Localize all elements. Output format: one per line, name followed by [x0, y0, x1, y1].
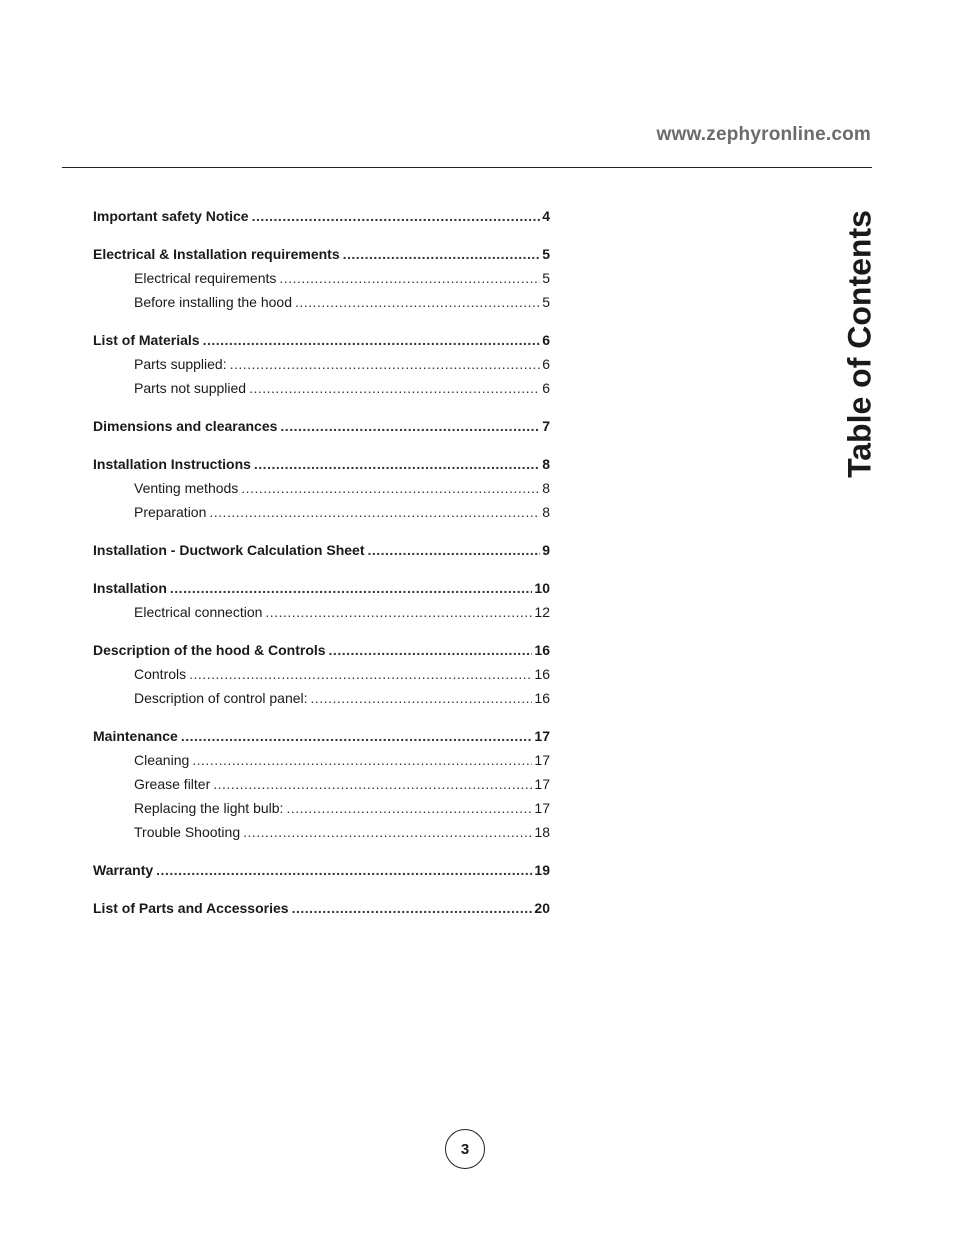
page-number: 3 — [445, 1129, 485, 1169]
toc-entry-page: 20 — [534, 900, 550, 916]
toc-dot-leader — [367, 538, 540, 562]
toc-section-entry[interactable] — [93, 724, 550, 748]
toc-entry-page: 10 — [534, 580, 550, 596]
toc-entry-page: 19 — [534, 862, 550, 878]
toc-dot-leader — [279, 266, 540, 290]
toc-entry-label: Description of the hood & Controls — [93, 642, 326, 658]
toc-entry-label: Preparation — [134, 504, 207, 520]
toc-dot-leader — [243, 820, 532, 844]
toc-entry-label: Important safety Notice — [93, 208, 249, 224]
toc-entry-page: 8 — [542, 480, 550, 496]
toc-entry-page: 17 — [534, 776, 550, 792]
toc-sub-entry[interactable] — [93, 748, 550, 772]
toc-entry-page: 9 — [542, 542, 550, 558]
toc-sub-entry[interactable] — [93, 376, 550, 400]
toc-entry-label: List of Parts and Accessories — [93, 900, 289, 916]
toc-dot-leader — [311, 686, 533, 710]
toc-dot-leader — [292, 896, 533, 920]
toc-entry-label: Controls — [134, 666, 187, 682]
toc-section-entry[interactable] — [93, 328, 550, 352]
toc-entry-page: 7 — [542, 418, 550, 434]
side-title — [840, 208, 880, 480]
site-url: www.zephyronline.com — [656, 124, 871, 145]
toc-entry-page: 17 — [534, 800, 550, 816]
toc-entry-page: 8 — [542, 456, 550, 472]
toc-entry-label: Before installing the hood — [134, 294, 292, 310]
toc-entry-page: 4 — [542, 208, 550, 224]
toc-dot-leader — [249, 376, 540, 400]
toc-entry-page: 5 — [542, 246, 550, 262]
toc-dot-leader — [192, 748, 532, 772]
toc-entry-label: Electrical & Installation requirements — [93, 246, 340, 262]
toc-entry-label: Replacing the light bulb: — [134, 800, 284, 816]
toc-dot-leader — [254, 452, 540, 476]
toc-dot-leader — [203, 328, 541, 352]
toc-entry-label: Parts supplied: — [134, 356, 227, 372]
toc-entry-page: 16 — [534, 666, 550, 682]
toc-dot-leader — [295, 290, 540, 314]
toc-sub-entry[interactable] — [93, 820, 550, 844]
toc-sub-entry[interactable] — [93, 772, 550, 796]
toc-entry-page: 18 — [534, 824, 550, 840]
toc-section-entry[interactable] — [93, 858, 550, 882]
toc-sub-entry[interactable] — [93, 686, 550, 710]
toc-entry-page: 17 — [534, 752, 550, 768]
toc-entry-label: Cleaning — [134, 752, 190, 768]
toc-dot-leader — [230, 352, 541, 376]
toc-entry-label: Venting methods — [134, 480, 239, 496]
toc-entry-page: 16 — [534, 642, 550, 658]
toc-entry-page: 5 — [542, 294, 550, 310]
toc-dot-leader — [170, 576, 533, 600]
toc-sub-entry[interactable] — [93, 500, 550, 524]
toc-entry-page: 6 — [542, 356, 550, 372]
toc-section-entry[interactable] — [93, 414, 550, 438]
toc-dot-leader — [265, 600, 532, 624]
toc-sub-entry[interactable] — [93, 662, 550, 686]
toc-dot-leader — [213, 772, 532, 796]
toc-section-entry[interactable] — [93, 204, 550, 228]
toc-section-entry[interactable] — [93, 242, 550, 266]
toc-dot-leader — [156, 858, 532, 882]
toc-entry-label: Warranty — [93, 862, 154, 878]
toc-sub-entry[interactable] — [93, 600, 550, 624]
toc-dot-leader — [189, 662, 532, 686]
toc-entry-page: 17 — [534, 728, 550, 744]
toc-entry-page: 5 — [542, 270, 550, 286]
toc-sub-entry[interactable] — [93, 796, 550, 820]
side-title-text: Table of Contents — [841, 210, 878, 478]
toc-dot-leader — [280, 414, 540, 438]
toc-section-entry[interactable] — [93, 538, 550, 562]
toc-entry-page: 6 — [542, 332, 550, 348]
toc-sub-entry[interactable] — [93, 266, 550, 290]
toc-dot-leader — [241, 476, 540, 500]
toc-entry-page: 6 — [542, 380, 550, 396]
toc-section-entry[interactable] — [93, 576, 550, 600]
toc-section-entry[interactable] — [93, 896, 550, 920]
toc-dot-leader — [252, 204, 541, 228]
toc-entry-label: Description of control panel: — [134, 690, 308, 706]
toc-entry-label: Electrical connection — [134, 604, 263, 620]
toc-section-entry[interactable] — [93, 452, 550, 476]
toc-entry-page: 8 — [542, 504, 550, 520]
toc-dot-leader — [181, 724, 533, 748]
toc-dot-leader — [209, 500, 540, 524]
toc-entry-label: Installation — [93, 580, 167, 596]
toc-sub-entry[interactable] — [93, 352, 550, 376]
toc-entry-label: Trouble Shooting — [134, 824, 241, 840]
toc-entry-label: List of Materials — [93, 332, 200, 348]
toc-entry-label: Installation - Ductwork Calculation Sheet — [93, 542, 365, 558]
toc-sub-entry[interactable] — [93, 290, 550, 314]
toc-dot-leader — [329, 638, 533, 662]
toc-entry-label: Grease filter — [134, 776, 211, 792]
toc-entry-label: Installation Instructions — [93, 456, 251, 472]
toc-dot-leader — [343, 242, 541, 266]
toc-entry-label: Parts not supplied — [134, 380, 247, 396]
header-divider — [62, 167, 872, 168]
toc-entry-label: Dimensions and clearances — [93, 418, 278, 434]
table-of-contents — [93, 204, 550, 920]
toc-entry-label: Maintenance — [93, 728, 178, 744]
toc-entry-page: 12 — [534, 604, 550, 620]
toc-sub-entry[interactable] — [93, 476, 550, 500]
toc-entry-page: 16 — [534, 690, 550, 706]
toc-section-entry[interactable] — [93, 638, 550, 662]
toc-entry-label: Electrical requirements — [134, 270, 277, 286]
toc-dot-leader — [286, 796, 532, 820]
